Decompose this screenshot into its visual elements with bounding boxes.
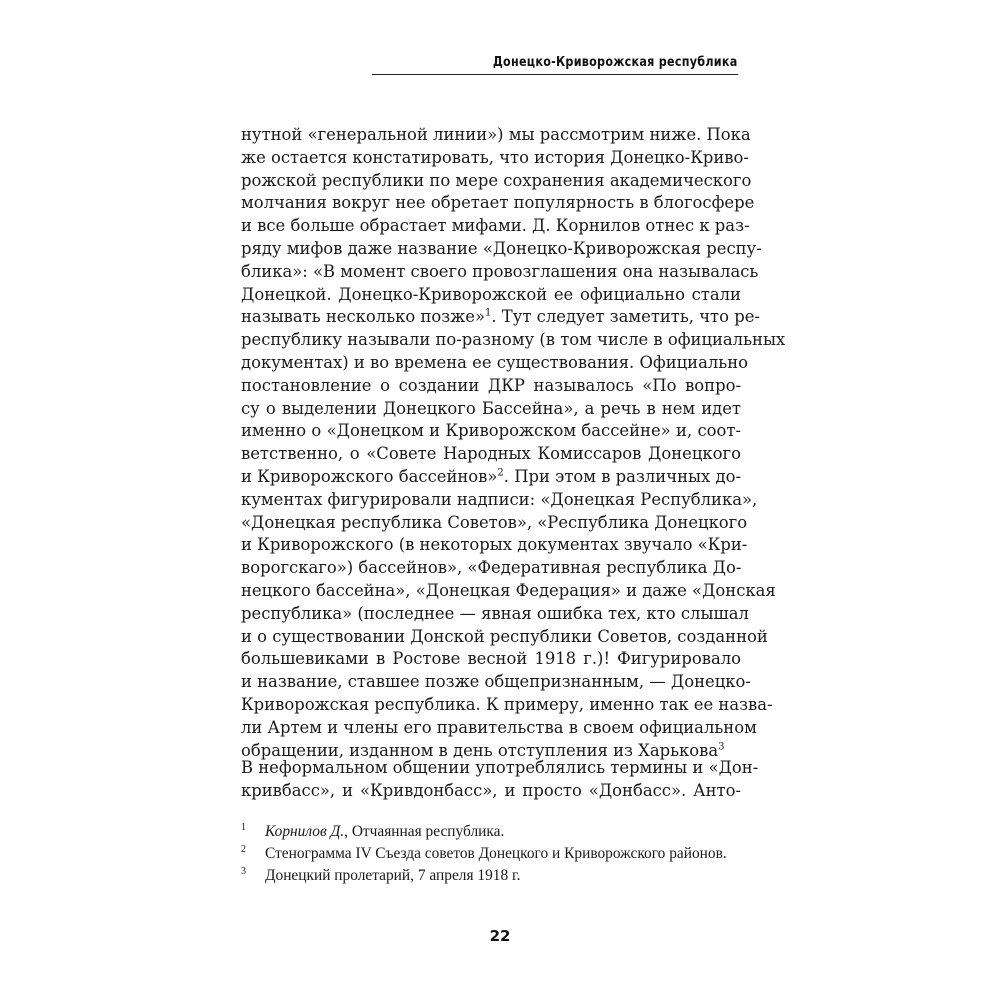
text-line: и все больше обрастает мифами. Д. Корнилов отнес к раз-: [241, 216, 750, 236]
text-line: ли Артем и члены его правительства в своем официальном: [241, 717, 757, 737]
text-line: ряду мифов даже название «Донецко-Криворожская респу-: [241, 238, 762, 258]
footnote-1: [241, 822, 741, 842]
text-line: ворогскаго») бассейнов», «Федеративная республика До-: [241, 558, 742, 578]
footnote-ref-1: 1: [485, 307, 492, 319]
footnote-number: 2: [241, 844, 246, 855]
running-header-title: Донецко-Криворожская республика: [493, 55, 738, 70]
footnote-ref-2: 2: [497, 467, 504, 479]
text-line-with-note: [241, 306, 760, 329]
footnote-text: , Отчаянная республика.: [344, 823, 505, 840]
text-line: нецкого бассейна», «Донецкая Федерация» и даже «Донская: [241, 580, 776, 600]
footnote-ref-3: 3: [718, 741, 725, 753]
footnotes: [241, 822, 741, 888]
text-line: именно о «Донецком и Криворожском бассейне» и, соот-: [241, 421, 741, 441]
text-line: и Криворожского (в некоторых документах звучало «Кри-: [241, 535, 748, 555]
footnote-2: [241, 844, 741, 864]
main-paragraph-2: [241, 757, 759, 803]
footnote-author: Корнилов Д.: [265, 823, 345, 840]
text-line: кументах фигурировали надписи: «Донецкая Республика»,: [241, 489, 758, 509]
text-fragment: . Тут следует заметить, что ре-: [491, 307, 760, 327]
text-line: и название, ставшее позже общепризнанным, — Донецко-: [241, 672, 751, 692]
footnote-3: [241, 866, 741, 886]
text-line: блика»: «В момент своего провозглашения она называлась: [241, 261, 759, 281]
text-line: и о существовании Донской республики Советов, созданной: [241, 626, 768, 646]
text-fragment: и Криворожского бассейнов»: [241, 466, 498, 486]
text-line: документах) и во времена ее существования. Официально: [241, 352, 749, 372]
text-line: рожской республики по мере сохранения академического: [241, 170, 752, 190]
text-line: кривбасс», и «Кривдонбасс», и просто «Донбасс». Анто-: [241, 780, 741, 800]
text-line: постановление о создании ДКР называлось «По вопро-: [241, 375, 741, 395]
text-fragment: . При этом в различных до-: [503, 466, 741, 486]
footnote-number: 3: [241, 866, 246, 877]
text-line-with-note: [241, 466, 741, 489]
text-line: «Донецкая республика Советов», «Республика Донецкого: [241, 512, 748, 532]
text-line: республику называли по-разному (в том числе в официальных: [241, 330, 786, 350]
text-line: республика» (последнее — явная ошибка тех, кто слышал: [241, 603, 749, 623]
text-line: Донецкой. Донецко-Криворожской ее официально стали: [241, 284, 741, 304]
text-line: ветственно, о «Совете Народных Комиссаров Донецкого: [241, 444, 741, 464]
text-line: су о выделении Донецкого Бассейна», а речь в нем идет: [241, 398, 741, 418]
text-line: Криворожская республика. К примеру, именно так ее назва-: [241, 694, 773, 714]
footnote-text: Донецкий пролетарий, 7 апреля 1918 г.: [265, 867, 521, 884]
text-line: же остается констатировать, что история Донецко-Криво-: [241, 147, 749, 167]
header-rule: [372, 74, 738, 75]
footnote-text: Стенограмма IV Съезда советов Донецкого и Криворожского районов.: [265, 845, 727, 862]
text-line: молчания вокруг нее обретает популярность в блогосфере: [241, 193, 755, 213]
footnote-number: 1: [241, 822, 246, 833]
page-number: 22: [489, 927, 511, 945]
text-line: В неформальном общении употреблялись термины и «Дон-: [241, 758, 759, 777]
main-paragraph-1: [241, 124, 786, 762]
text-fragment: называть несколько позже»: [241, 307, 485, 327]
text-line: нутной «генеральной линии») мы рассмотрим ниже. Пока: [241, 125, 751, 144]
text-fragment: обращении, изданном в день отступления из Харькова: [241, 740, 719, 760]
text-line: большевиками в Ростове весной 1918 г.)! Фигурировало: [241, 649, 741, 669]
